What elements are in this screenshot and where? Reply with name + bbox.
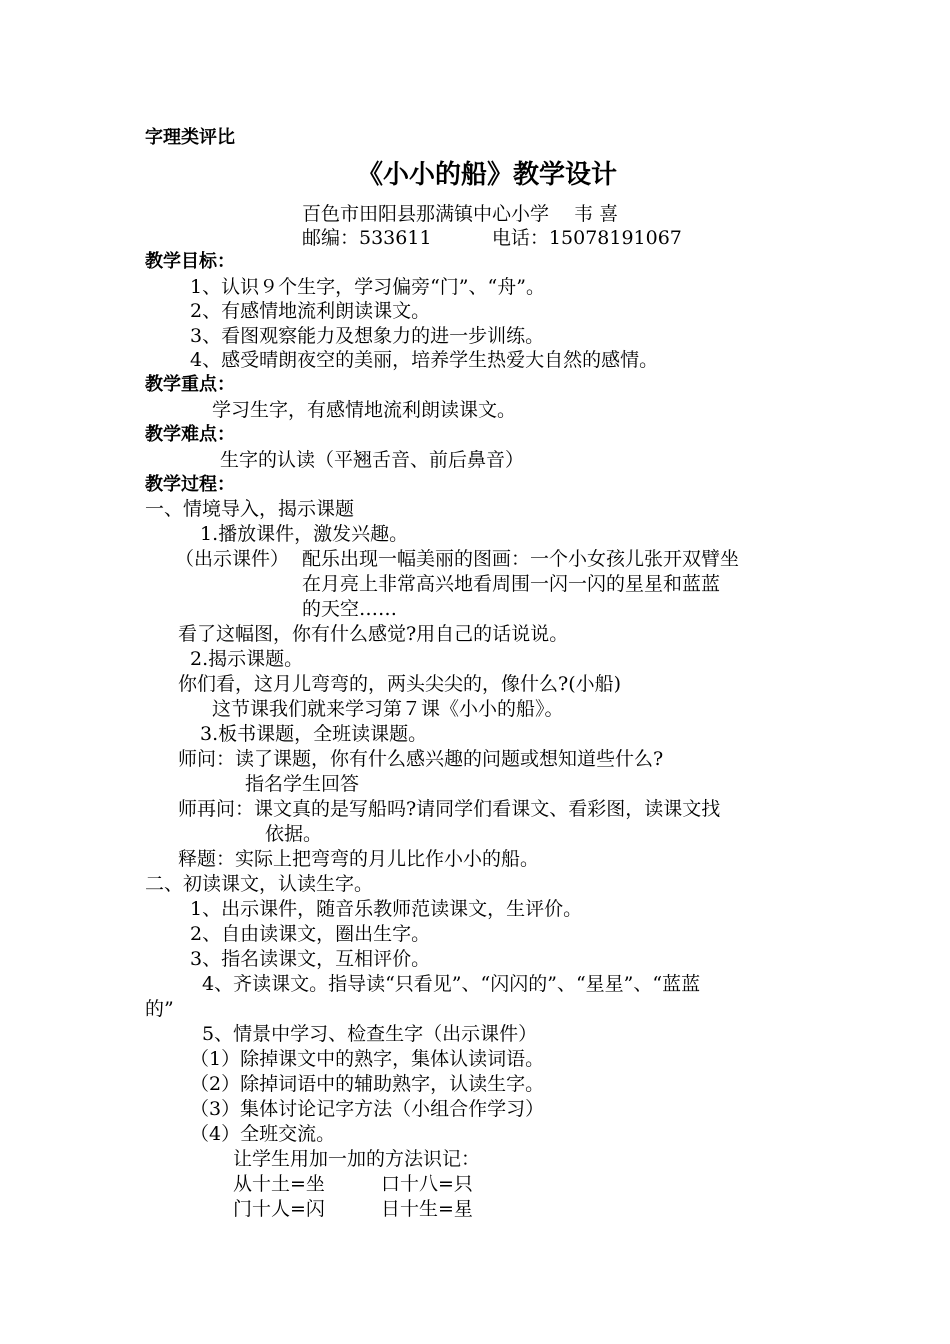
section2-subitem: （3）集体讨论记字方法（小组合作学习） <box>190 1098 545 1120</box>
example-formula: 门十人=闪 <box>233 1198 325 1220</box>
goal-item: 4、感受晴朗夜空的美丽，培养学生热爱大自然的感情。 <box>190 349 659 371</box>
section2-item: 3、指名读课文，互相评价。 <box>190 948 431 970</box>
section1-title: 一、情境导入，揭示课题 <box>145 498 355 520</box>
intro-text: 这节课我们就来学习第７课《小小的船》。 <box>212 698 564 720</box>
section1-step: 2.揭示课题。 <box>190 648 304 670</box>
section2-subitem: （4）全班交流。 <box>190 1123 336 1145</box>
section2-item: 5、情景中学习、检查生字（出示课件） <box>202 1023 538 1045</box>
method-text: 让学生用加一加的方法识记： <box>233 1148 481 1170</box>
category-label: 字理类评比 <box>145 127 235 148</box>
goal-item: 1、认识９个生字，学习偏旁“门”、“舟”。 <box>190 276 545 298</box>
section2-subitem: （1）除掉课文中的熟字，集体认读词语。 <box>190 1048 545 1070</box>
section2-title: 二、初读课文，认读生字。 <box>145 873 374 895</box>
section2-item: 4、齐读课文。指导读“只看见”、“闪闪的”、“星星”、“蓝蓝 <box>202 973 701 995</box>
courseware-line: 配乐出现一幅美丽的图画：一个小女孩儿张开双臂坐 <box>302 548 740 570</box>
question-text: 你们看，这月儿弯弯的，两头尖尖的，像什么?(小船) <box>178 673 622 695</box>
explain-text: 释题：实际上把弯弯的月儿比作小小的船。 <box>178 848 540 870</box>
section2-item: 的” <box>145 998 174 1020</box>
prompt-text: 看了这幅图，你有什么感觉?用自己的话说说。 <box>178 623 569 645</box>
courseware-line: 的天空…… <box>302 598 398 620</box>
section2-subitem: （2）除掉词语中的辅助熟字，认读生字。 <box>190 1073 545 1095</box>
section1-step: 1.播放课件，激发兴趣。 <box>200 523 409 545</box>
goals-heading: 教学目标： <box>145 251 235 272</box>
key-points-heading: 教学重点： <box>145 374 235 395</box>
contact-line: 邮编：533611 电话：15078191067 <box>302 227 682 249</box>
courseware-line: 在月亮上非常高兴地看周围一闪一闪的星星和蓝蓝 <box>302 573 721 595</box>
goal-item: 2、有感情地流利朗读课文。 <box>190 300 431 322</box>
key-points-text: 学习生字，有感情地流利朗读课文。 <box>212 399 517 421</box>
section1-step: 3.板书课题，全班读课题。 <box>200 723 428 745</box>
goal-item: 3、看图观察能力及想象力的进一步训练。 <box>190 325 545 347</box>
difficulties-heading: 教学难点： <box>145 424 235 445</box>
example-formula: 从十土=坐 <box>233 1173 325 1195</box>
section2-item: 2、自由读课文，圈出生字。 <box>190 923 431 945</box>
answer-text: 指名学生回答 <box>245 773 360 795</box>
teacher-question: 依据。 <box>265 823 323 845</box>
difficulties-text: 生字的认读（平翘舌音、前后鼻音） <box>220 449 525 471</box>
example-formula: 口十八=只 <box>381 1173 473 1195</box>
teacher-question: 师再问：课文真的是写船吗?请同学们看课文、看彩图，读课文找 <box>178 798 721 820</box>
courseware-label: （出示课件） <box>175 548 290 570</box>
author-line: 百色市田阳县那满镇中心小学 韦 喜 <box>302 203 619 225</box>
example-formula: 日十生=星 <box>381 1198 473 1220</box>
teacher-question: 师问：读了课题，你有什么感兴趣的问题或想知道些什么? <box>178 748 664 770</box>
page-title: 《小小的船》教学设计 <box>357 160 618 190</box>
section2-item: 1、出示课件，随音乐教师范读课文，生评价。 <box>190 898 583 920</box>
process-heading: 教学过程： <box>145 474 235 495</box>
